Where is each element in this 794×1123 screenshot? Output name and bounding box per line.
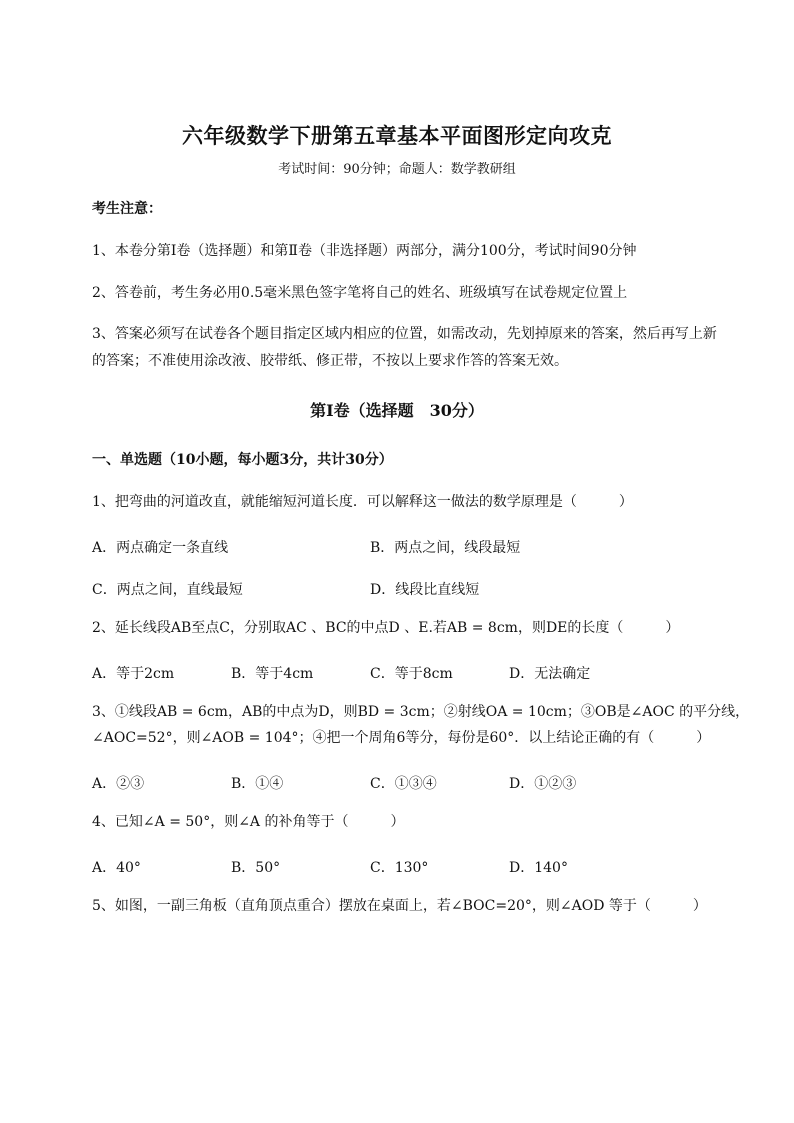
question-stem: 5、如图，一副三角板（直角顶点重合）摆放在桌面上，若∠BOC=20°，则∠AOD 等于（ ） <box>92 898 707 914</box>
notice-heading: 考生注意： <box>92 201 162 217</box>
notice-item: 的答案；不准使用涂改液、胶带纸、修正带，不按以上要求作答的答案无效。 <box>92 353 568 369</box>
option-d[interactable]: D．①②③ <box>509 776 577 792</box>
exam-subtitle: 考试时间：90分钟；命题人：数学教研组 <box>278 162 516 177</box>
option-c[interactable]: C．等于8cm <box>370 666 453 682</box>
option-a[interactable]: A．两点确定一条直线 <box>92 540 229 556</box>
section-title: 第Ⅰ卷（选择题 30分） <box>310 401 484 420</box>
question-stem: 3、①线段AB = 6cm，AB的中点为D，则BD = 3cm；②射线OA = 10cm；③OB是∠AOC 的平分线， <box>92 704 750 720</box>
option-d[interactable]: D．无法确定 <box>509 666 591 682</box>
notice-item: 3、答案必须写在试卷各个题目指定区域内相应的位置，如需改动，先划掉原来的答案，然后再写上新 <box>92 326 717 342</box>
option-b[interactable]: B．50° <box>231 860 281 876</box>
option-b[interactable]: B．两点之间，线段最短 <box>370 540 521 556</box>
option-a[interactable]: A．②③ <box>92 776 145 792</box>
question-stem: 1、把弯曲的河道改直，就能缩短河道长度．可以解释这一做法的数学原理是（ ） <box>92 494 633 510</box>
notice-item: 1、本卷分第Ⅰ卷（选择题）和第Ⅱ卷（非选择题）两部分，满分100分，考试时间90分钟 <box>92 243 637 259</box>
option-b[interactable]: B．等于4cm <box>231 666 314 682</box>
page-title: 六年级数学下册第五章基本平面图形定向攻克 <box>182 123 612 148</box>
option-d[interactable]: D．140° <box>509 860 568 876</box>
option-b[interactable]: B．①④ <box>231 776 284 792</box>
notice-item: 2、答卷前，考生务必用0.5毫米黑色签字笔将自己的姓名、班级填写在试卷规定位置上 <box>92 285 628 301</box>
option-c[interactable]: C．两点之间，直线最短 <box>92 582 243 598</box>
option-a[interactable]: A．40° <box>92 860 141 876</box>
question-stem: 4、已知∠A = 50°，则∠A 的补角等于（ ） <box>92 814 405 830</box>
question-stem: 2、延长线段AB至点C，分别取AC 、BC的中点D 、E.若AB = 8cm，则DE的长度（ ） <box>92 620 680 636</box>
question-stem-continued: ∠AOC=52°，则∠AOB = 104°；④把一个周角6等分，每份是60°．以上结论正确的有（ ） <box>92 730 711 746</box>
option-c[interactable]: C．130° <box>370 860 429 876</box>
option-a[interactable]: A．等于2cm <box>92 666 175 682</box>
option-d[interactable]: D．线段比直线短 <box>370 582 480 598</box>
option-c[interactable]: C．①③④ <box>370 776 437 792</box>
part-heading: 一、单选题（10小题，每小题3分，共计30分） <box>92 452 393 468</box>
